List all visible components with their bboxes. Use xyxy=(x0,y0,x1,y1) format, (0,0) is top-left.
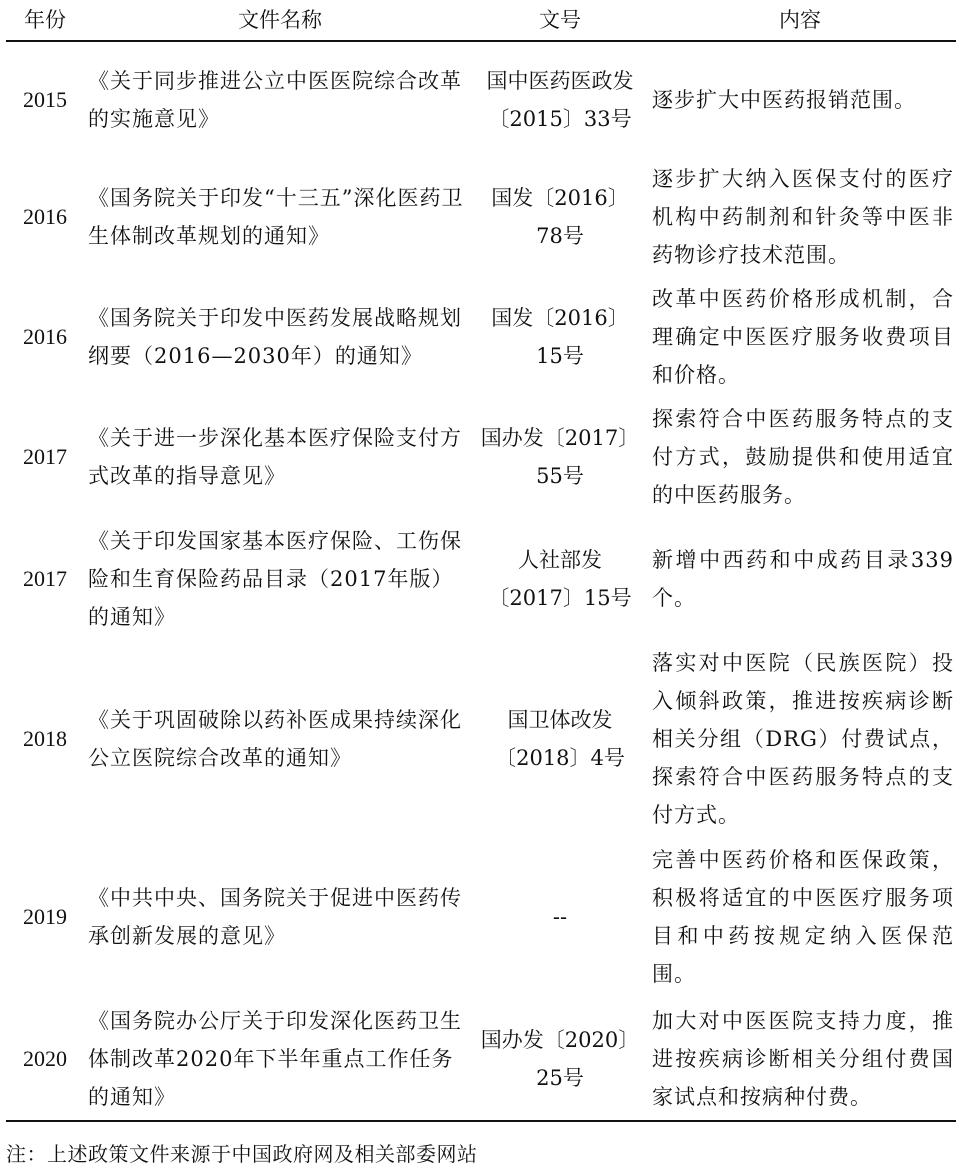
cell-doc-number: 国中医药医政发〔2015〕33号 xyxy=(486,68,634,131)
cell-year: 2017 xyxy=(23,444,67,469)
cell-doc-number: 国发〔2016〕78号 xyxy=(491,186,629,248)
cell-content: 加大对中医医院支持力度，推进按疾病诊断相关分组付费国家试点和按病种付费。 xyxy=(644,997,956,1121)
cell-doc-number: 人社部发〔2017〕15号 xyxy=(488,548,632,610)
cell-doc-number: -- xyxy=(552,905,568,929)
policy-table-container xyxy=(6,0,956,1122)
cell-year: 2019 xyxy=(23,904,67,929)
cell-file-name: 《关于进一步深化基本医疗保险支付方式改革的指导意见》 xyxy=(88,426,462,488)
table-row xyxy=(6,837,956,997)
cell-content: 完善中医药价格和医保政策，积极将适宜的中医医疗服务项目和中药按规定纳入医保范围。 xyxy=(652,848,954,986)
cell-content: 新增中西药和中成药目录339个。 xyxy=(652,548,954,610)
header-year: 年份 xyxy=(6,0,84,41)
cell-file-name: 《中共中央、国务院关于促进中医药传承创新发展的意见》 xyxy=(88,886,462,948)
table-row xyxy=(6,517,956,641)
header-content: 内容 xyxy=(644,0,956,41)
source-note: 注：上述政策文件来源于中国政府网及相关部委网站 xyxy=(6,1142,478,1166)
cell-file-name: 《关于印发国家基本医疗保险、工伤保险和生育保险药品目录（2017年版）的通知》 xyxy=(88,529,462,629)
cell-year: 2015 xyxy=(23,86,67,112)
table-body xyxy=(6,41,956,1121)
cell-content: 落实对中医院（民族医院）投入倾斜政策，推进按疾病诊断相关分组（DRG）付费试点，探索符合中医药服务特点的支付方式。 xyxy=(652,651,954,827)
cell-year: 2016 xyxy=(23,324,67,349)
cell-content: 逐步扩大中医药报销范围。 xyxy=(652,87,916,112)
table-row xyxy=(6,641,956,837)
cell-file-name: 《关于巩固破除以药补医成果持续深化公立医院综合改革的通知》 xyxy=(88,708,462,770)
cell-year: 2017 xyxy=(23,566,67,591)
cell-doc-number: 国卫体改发〔2018〕4号 xyxy=(495,708,625,770)
cell-year: 2016 xyxy=(23,204,67,229)
header-doc-number: 文号 xyxy=(476,0,644,41)
cell-file-name: 《国务院关于印发“十三五”深化医药卫生体制改革规划的通知》 xyxy=(88,186,464,248)
cell-file-name: 《国务院办公厅关于印发深化医药卫生体制改革2020年下半年重点工作任务的通知》 xyxy=(84,997,476,1121)
header-row xyxy=(6,0,956,41)
table-row xyxy=(6,157,956,277)
cell-content: 改革中医药价格形成机制，合理确定中医医疗服务收费项目和价格。 xyxy=(652,287,954,387)
cell-file-name: 《国务院关于印发中医药发展战略规划纲要（2016—2030年）的通知》 xyxy=(88,306,462,368)
cell-file-name: 《关于同步推进公立中医医院综合改革的实施意见》 xyxy=(88,68,462,131)
cell-year: 2020 xyxy=(6,997,84,1121)
cell-content: 探索符合中医药服务特点的支付方式，鼓励提供和使用适宜的中医药服务。 xyxy=(652,407,954,507)
table-row xyxy=(6,277,956,397)
cell-doc-number: 国发〔2016〕15号 xyxy=(491,306,629,368)
cell-doc-number: 国办发〔2017〕55号 xyxy=(480,426,640,488)
cell-doc-number: 国办发〔2020〕25号 xyxy=(476,997,644,1121)
cell-year: 2018 xyxy=(23,726,67,751)
policy-table xyxy=(6,0,956,1122)
table-row xyxy=(6,997,956,1121)
table-row xyxy=(6,41,956,157)
cell-content: 逐步扩大纳入医保支付的医疗机构中药制剂和针灸等中医非药物诊疗技术范围。 xyxy=(652,167,954,267)
table-row xyxy=(6,397,956,517)
header-file-name: 文件名称 xyxy=(84,0,476,41)
table-header xyxy=(6,0,956,41)
